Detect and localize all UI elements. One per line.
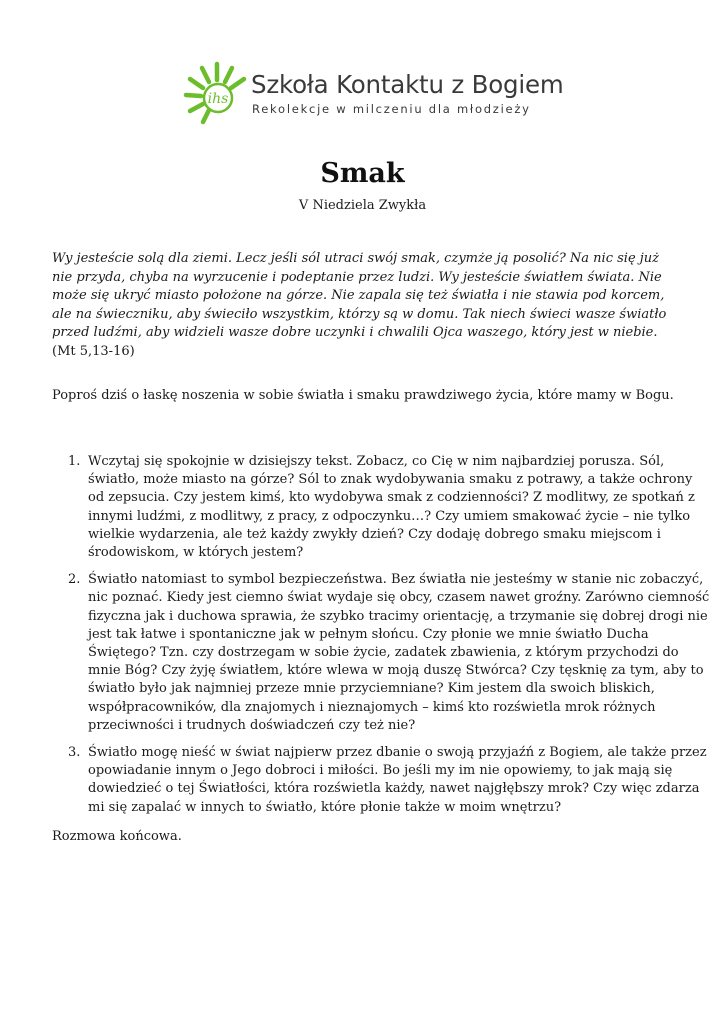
point-text: Wczytaj się spokojnie w dzisiejszy tekst. Zobacz, co Cię w nim najbardziej porusza. Sól, światło, może miasto na górze? Sól to znak wydobywania smaku z potrawy, a także ochrony od zepsucia. Czy jestem kimś, kto wydobywa smak z codzienności? Z modlitwy, ze spotkań z innymi ludźmi, z modlitwy, z pracy, z odpoczynku…? Czy umiem smakować życie – nie tylko wielkie wydarzenia, ale też każdy zwykły dzień? Czy dodaję dobrego smaku miejscom i środowiskom, w których jestem? (88, 454, 695, 561)
point-number: 2. (68, 572, 81, 588)
intro-text: Poproś dziś o łaskę noszenia w sobie światła i smaku prawdziwego życia, które mamy w Bogu. (52, 388, 674, 403)
point-number: 1. (68, 454, 81, 469)
emblem-monogram: ihs (207, 91, 229, 107)
logo (183, 58, 564, 130)
sun-emblem-icon (183, 58, 251, 126)
list-item (68, 744, 710, 817)
point-text: Światło natomiast to symbol bezpieczeństwa. Bez światła nie jesteśmy w stanie nic zobaczyć, nic poznać. Kiedy jest ciemno świat wydaje się obcy, czasem nawet groźny. Zarówno ciemność fizyczna jak i duchowa sprawia, że szybko tracimy orientację, a trzymanie się dobrej drogi nie jest tak łatwe i spontaniczne jak w pełnym słońcu. Czy płonie we mnie światło Ducha Świętego? Tzn. czy dostrzegam w sobie życie, zadatek zbawienia, z którym przychodzi do mnie Bóg? Czy żyję światłem, które wlewa w moją duszę Stwórca? Czy tęsknię za tym, aby to światło było jak najmniej przeze mnie przyciemniane? Kim jestem dla swoich bliskich, współpracowników, dla znajomych i nieznajomych – kimś kto rozświetla mrok różnych przeciwności i trudnych doświadczeń czy też nie? (88, 572, 710, 733)
closing-text: Rozmowa końcowa. (52, 829, 182, 844)
list-item (68, 571, 710, 735)
list-item (68, 453, 710, 562)
logo-tagline: Rekolekcje w milczeniu dla młodzieży (252, 102, 531, 116)
page-title: Smak (320, 158, 405, 189)
page-subtitle: V Niedziela Zwykła (298, 198, 427, 213)
scripture-quote (52, 250, 674, 361)
quote-text: Wy jesteście solą dla ziemi. Lecz jeśli sól utraci swój smak, czymże ją posolić? Na nic się już nie przyda, chyba na wyrzucenie i podeptanie przez ludzi. Wy jesteście światłem świata. Nie może się ukryć miasto położone na górze. Nie zapala się też światła i nie stawia pod korcem, ale na świeczniku, aby świeciło wszystkim, którzy są w domu. Tak niech świeci wasze światło przed ludźmi, aby widzieli wasze dobre uczynki i chwalili Ojca waszego, który jest w niebie. (52, 251, 667, 340)
point-number: 3. (68, 745, 81, 761)
logo-name: Szkoła Kontaktu z Bogiem (251, 70, 564, 99)
meditation-points (52, 453, 710, 826)
point-text: Światło mogę nieść w świat najpierw przez dbanie o swoją przyjaźń z Bogiem, ale także przez opowiadanie innym o Jego dobroci i miłości. Bo jeśli my im nie opowiemy, to jak mają się dowiedzieć o tej Światłości, która rozświetla każdy, nawet najgłębszy mrok? Czy więc zdarza mi się zapalać w innych to światło, które płonie także w moim wnętrzu? (88, 745, 707, 815)
quote-reference: (Mt 5,13-16) (52, 343, 135, 359)
